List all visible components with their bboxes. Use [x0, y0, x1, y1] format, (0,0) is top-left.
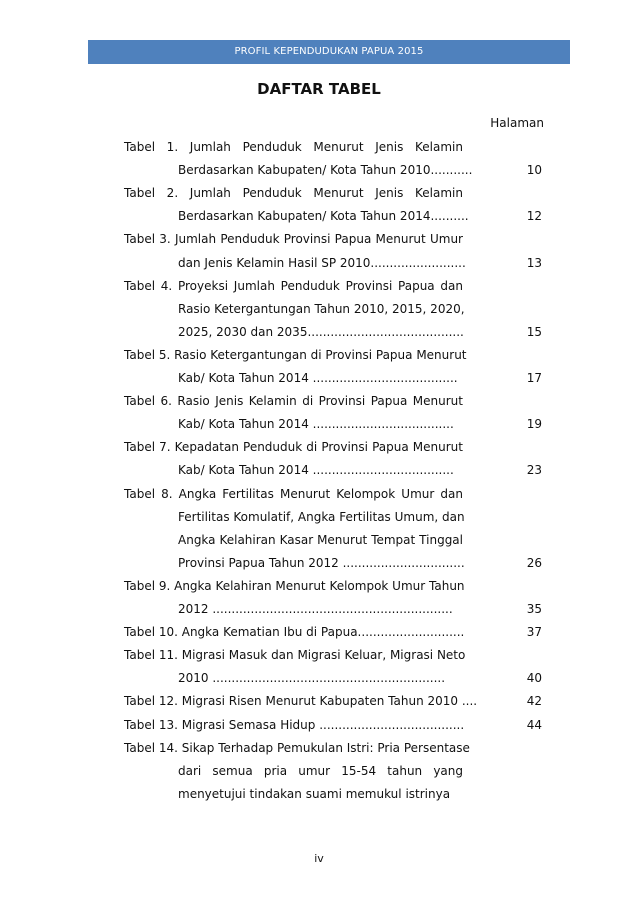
toc-page-number: 37	[526, 625, 542, 640]
toc-entry-line: Tabel 7. Kepadatan Penduduk di Provinsi Papua Menurut	[124, 440, 463, 455]
toc-entry-line: Berdasarkan Kabupaten/ Kota Tahun 2010...........	[178, 163, 473, 178]
page-number: iv	[314, 852, 324, 865]
toc-page-number: 23	[526, 463, 542, 478]
toc-entry-line: menyetujui tindakan suami memukul istrinya	[178, 786, 451, 801]
toc-entry-line: Angka Kelahiran Kasar Menurut Tempat Tinggal	[178, 532, 463, 547]
halaman-column-label: Halaman	[490, 116, 544, 130]
toc-page-number: 10	[526, 163, 542, 178]
toc-entry-line: Tabel 3. Jumlah Penduduk Provinsi Papua Menurut Umur	[124, 232, 463, 247]
toc-entry-line: Fertilitas Komulatif, Angka Fertilitas Umum, dan	[178, 509, 465, 524]
toc-entry-line: 2010 .............................................................	[178, 671, 446, 686]
toc-entry-line: Kab/ Kota Tahun 2014 ......................................	[178, 371, 458, 385]
toc-entry-line: 2025, 2030 dan 2035.........................................	[178, 324, 464, 339]
toc-entry-line: Kab/ Kota Tahun 2014 .....................................	[178, 417, 454, 432]
toc-entry-line: Rasio Ketergantungan Tahun 2010, 2015, 2020,	[178, 301, 465, 316]
page-title: DAFTAR TABEL	[257, 80, 381, 98]
toc-entry-line: Berdasarkan Kabupaten/ Kota Tahun 2014..........	[178, 209, 469, 224]
toc-page-number: 26	[526, 555, 542, 570]
toc-entry-line: Kab/ Kota Tahun 2014 .....................................	[178, 463, 454, 478]
toc-entry-line: Tabel 6. Rasio Jenis Kelamin di Provinsi Papua Menurut	[124, 394, 463, 409]
toc-page-number: 12	[526, 209, 542, 224]
toc-entry-line: Tabel 12. Migrasi Risen Menurut Kabupaten Tahun 2010 ....	[124, 694, 478, 709]
toc-page-number: 13	[526, 255, 542, 270]
toc-entry-line: Tabel 2. Jumlah Penduduk Menurut Jenis Kelamin	[124, 186, 463, 201]
toc-page-number: 19	[526, 417, 542, 432]
toc-entry-line: Tabel 4. Proyeksi Jumlah Penduduk Provinsi Papua dan	[124, 278, 463, 293]
running-header-title: PROFIL KEPENDUDUKAN PAPUA 2015	[234, 46, 424, 57]
toc-page-number: 42	[526, 694, 542, 709]
toc-entry-line: Tabel 11. Migrasi Masuk dan Migrasi Keluar, Migrasi Neto	[124, 648, 466, 663]
toc-entry-line: 2012 ...............................................................	[178, 602, 453, 616]
toc-page-number: 44	[526, 717, 542, 732]
toc-entry-line: dan Jenis Kelamin Hasil SP 2010.........................	[178, 255, 466, 270]
toc-entry-line: Tabel 5. Rasio Ketergantungan di Provinsi Papua Menurut	[124, 347, 467, 362]
toc-page-number: 35	[526, 602, 542, 616]
toc-entry-line: Provinsi Papua Tahun 2012 ................................	[178, 555, 465, 570]
toc-page-number: 15	[526, 324, 542, 339]
running-header	[88, 40, 570, 64]
toc-entry-line: dari semua pria umur 15-54 tahun yang	[178, 763, 463, 778]
toc-entry-line: Tabel 10. Angka Kematian Ibu di Papua............................	[124, 625, 465, 640]
toc-entry-line: Tabel 14. Sikap Terhadap Pemukulan Istri: Pria Persentase	[124, 740, 470, 755]
toc-entry-line: Tabel 8. Angka Fertilitas Menurut Kelompok Umur dan	[124, 486, 463, 501]
toc-page-number: 17	[526, 371, 542, 385]
toc-entry-line: Tabel 9. Angka Kelahiran Menurut Kelompok Umur Tahun	[124, 578, 465, 593]
toc-page-number: 40	[526, 671, 542, 686]
toc-entry-line: Tabel 13. Migrasi Semasa Hidup ......................................	[124, 717, 465, 732]
toc-entry-line: Tabel 1. Jumlah Penduduk Menurut Jenis Kelamin	[124, 140, 463, 154]
